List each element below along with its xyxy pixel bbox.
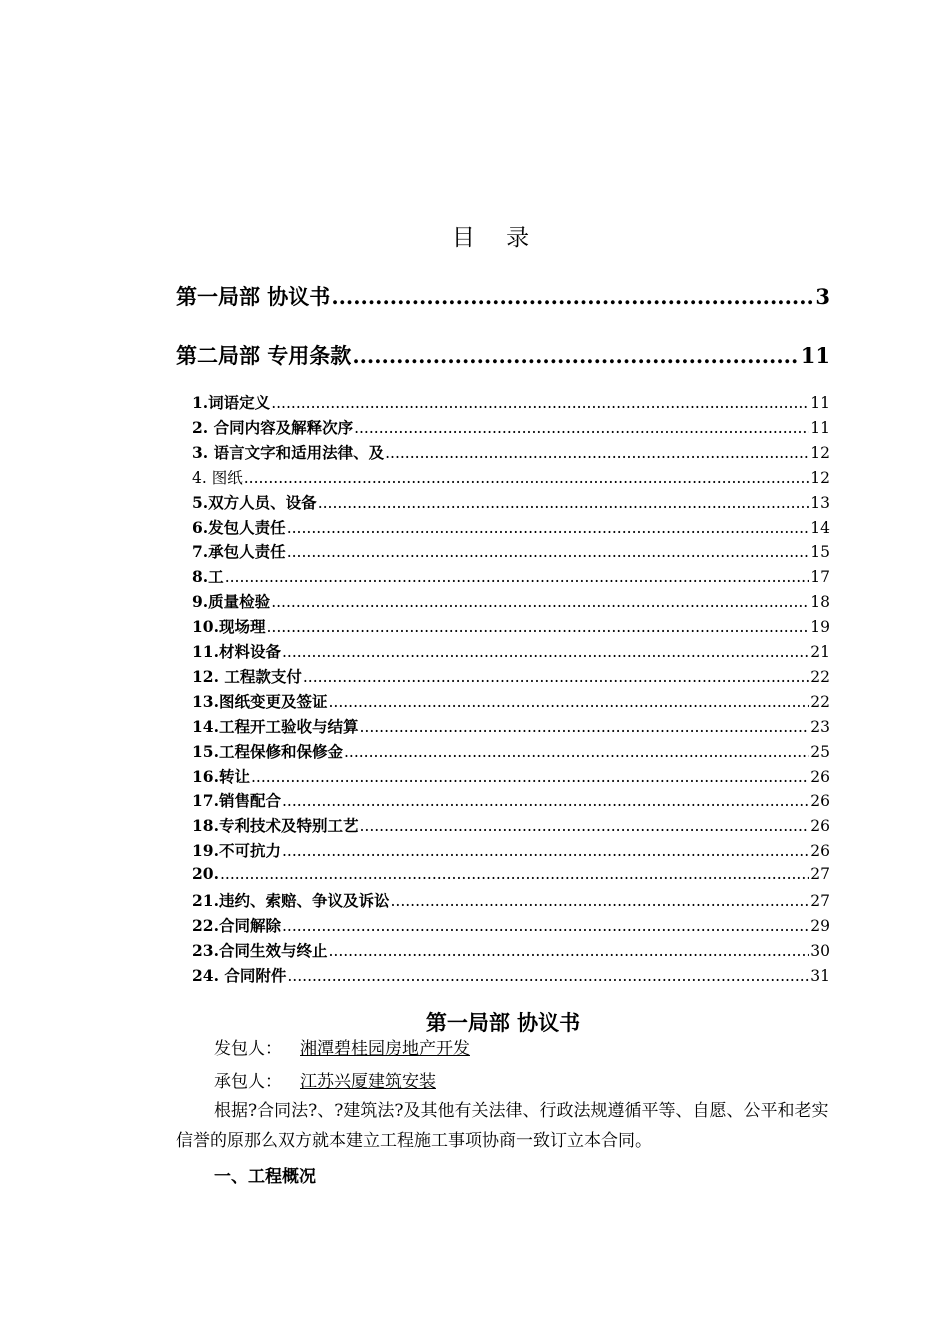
toc-item-label: 9.质量检验	[192, 592, 271, 612]
toc-leader-dots	[359, 718, 809, 736]
toc-page-number: 31	[810, 966, 830, 985]
toc-page-number: 14	[810, 518, 830, 537]
toc-page-number: 15	[810, 543, 830, 562]
toc-leader-dots	[271, 394, 809, 412]
toc-item-label: 15.工程保修和保修金	[192, 741, 343, 761]
toc-page-number: 13	[810, 493, 830, 512]
toc-leader-dots	[282, 842, 809, 860]
toc-leader-dots	[344, 743, 809, 761]
toc-leader-dots	[251, 768, 809, 786]
toc-item[interactable]	[192, 690, 830, 712]
toc-page-number: 26	[810, 842, 830, 861]
toc-page-number: 23	[810, 717, 830, 736]
toc-leader-dots	[271, 593, 809, 611]
toc-item[interactable]	[192, 391, 830, 413]
toc-page-number: 22	[810, 692, 830, 711]
toc-page-number: 27	[810, 865, 830, 884]
toc-leader-dots	[287, 967, 809, 985]
toc-item[interactable]	[192, 839, 830, 861]
toc-item[interactable]	[192, 914, 830, 936]
toc-item[interactable]	[192, 715, 830, 737]
toc-page-number: 26	[810, 792, 830, 811]
toc-leader-dots	[282, 643, 809, 661]
employer-label: 发包人：	[214, 1039, 282, 1059]
toc-title: 目 录	[451, 225, 542, 251]
toc-item-label: 12. 工程款支付	[192, 666, 302, 686]
toc-item-label: 20.	[192, 864, 219, 884]
toc-item-label: 13.图纸变更及签证	[192, 691, 328, 711]
contractor-value: 江苏兴厦建筑安装	[300, 1072, 436, 1092]
toc-page-number: 12	[810, 468, 830, 487]
toc-leader-dots	[220, 865, 809, 883]
toc-leader-dots	[385, 444, 809, 462]
employer-row	[214, 1034, 470, 1059]
toc-item[interactable]	[192, 615, 830, 637]
toc-item-label: 16.转让	[192, 766, 250, 786]
employer-value: 湘潭碧桂园房地产开发	[300, 1039, 470, 1059]
toc-item-label: 5.双方人员、设备	[192, 492, 317, 512]
toc-leader-dots	[287, 543, 810, 561]
toc-leader-dots	[328, 693, 809, 711]
toc-item[interactable]	[192, 441, 830, 463]
toc-page-number: 17	[810, 568, 830, 587]
toc-item-label: 18.专利技术及特别工艺	[192, 816, 359, 836]
toc-item-label: 17.销售配合	[192, 791, 281, 811]
toc-page-number: 11	[810, 394, 830, 412]
toc-leader-dots	[359, 817, 809, 835]
toc-item[interactable]	[192, 939, 830, 961]
toc-item[interactable]	[192, 540, 830, 562]
toc-item-label: 4. 图纸	[192, 468, 243, 487]
toc-item-label: 19.不可抗力	[192, 841, 281, 861]
toc-item[interactable]	[192, 889, 830, 911]
toc-item[interactable]	[192, 789, 830, 811]
toc-leader-dots	[352, 343, 799, 368]
toc-leader-dots	[303, 668, 809, 686]
toc-item-label: 8.工	[192, 567, 224, 587]
toc-leader-dots	[282, 792, 809, 810]
toc-page-number: 18	[810, 593, 830, 612]
toc-page-number: 21	[810, 643, 830, 661]
toc-page-number: 27	[810, 892, 830, 910]
toc-part-label: 第一局部 协议书	[176, 284, 331, 309]
toc-page-number: 22	[810, 667, 830, 686]
toc-item[interactable]	[192, 491, 830, 513]
toc-page-number: 26	[810, 817, 830, 836]
toc-item-label: 6.发包人责任	[192, 517, 286, 537]
toc-leader-dots	[318, 494, 810, 512]
toc-leader-dots	[331, 284, 814, 309]
toc-item[interactable]	[192, 665, 830, 687]
toc-part-2[interactable]	[176, 340, 830, 370]
toc-item[interactable]	[192, 516, 830, 538]
toc-item-label: 10.现场理	[192, 617, 266, 637]
toc-item-label: 22.合同解除	[192, 915, 281, 935]
toc-item[interactable]	[192, 590, 830, 612]
intro-paragraph: 根据?合同法?、?建筑法?及其他有关法律、行政法规遵循平等、自愿、公平和老实信誉的原那么双方就本建立工程施工事项协商一致订立本合同。	[176, 1101, 829, 1151]
toc-item-label: 1.词语定义	[192, 393, 271, 412]
toc-item[interactable]	[192, 964, 830, 986]
toc-page-number: 30	[810, 941, 830, 960]
toc-item[interactable]	[192, 640, 830, 662]
toc-item[interactable]	[192, 565, 830, 587]
toc-item-label: 23.合同生效与终止	[192, 940, 328, 960]
section-title: 第一局部 协议书	[425, 1010, 581, 1035]
toc-item-label: 24. 合同附件	[192, 965, 287, 985]
toc-leader-dots	[225, 568, 810, 586]
toc-page-number: 11	[800, 343, 830, 368]
toc-item-label: 11.材料设备	[192, 642, 281, 661]
toc-item[interactable]	[192, 864, 830, 883]
toc-item-label: 21.违约、索赔、争议及诉讼	[192, 891, 390, 910]
toc-item-label: 3. 语言文字和适用法律、及	[192, 442, 385, 462]
toc-item-label: 14.工程开工验收与结算	[192, 716, 359, 736]
toc-item[interactable]	[192, 814, 830, 836]
toc-page-number: 19	[810, 618, 830, 637]
toc-page-number: 25	[810, 742, 830, 761]
toc-leader-dots	[244, 469, 810, 487]
toc-leader-dots	[390, 892, 809, 910]
toc-item[interactable]	[192, 466, 830, 488]
toc-leader-dots	[354, 419, 809, 437]
toc-item[interactable]	[192, 416, 830, 438]
toc-item[interactable]	[192, 765, 830, 787]
toc-leader-dots	[328, 942, 809, 960]
toc-part-label: 第二局部 专用条款	[176, 343, 352, 368]
toc-leader-dots	[266, 618, 809, 636]
toc-page-number: 26	[810, 767, 830, 786]
toc-part-1[interactable]	[176, 281, 830, 311]
contractor-row	[214, 1067, 492, 1092]
toc-item-label: 2. 合同内容及解释次序	[192, 417, 354, 437]
section-heading-project-overview: 一、工程概况	[214, 1167, 316, 1187]
toc-page-number: 3	[815, 284, 830, 309]
toc-item[interactable]	[192, 740, 830, 762]
toc-item-label: 7.承包人责任	[192, 542, 286, 562]
toc-page-number: 29	[810, 916, 830, 935]
toc-leader-dots	[282, 917, 809, 935]
toc-leader-dots	[287, 519, 810, 537]
toc-page-number: 12	[810, 443, 830, 462]
contractor-label: 承包人：	[214, 1072, 282, 1092]
toc-page-number: 11	[810, 418, 830, 437]
